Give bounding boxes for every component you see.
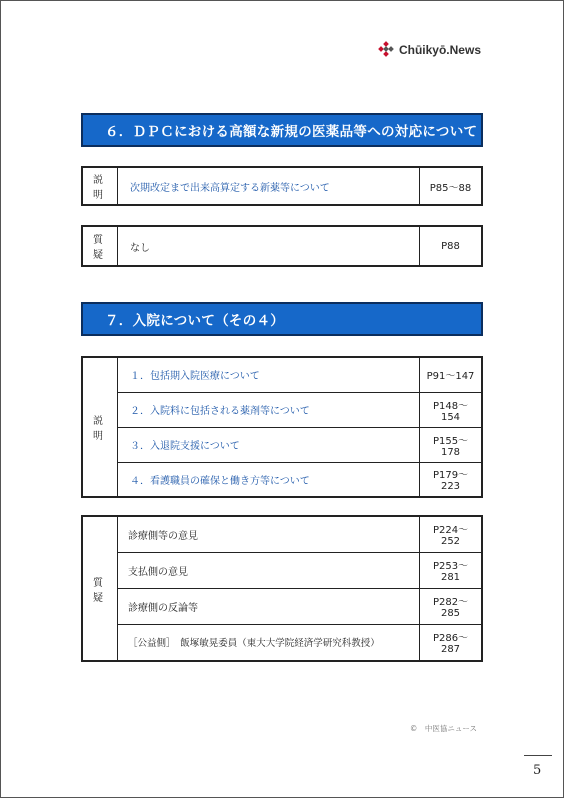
list-item: 支払側の意見 — [118, 552, 420, 588]
page-reference: P85～88 — [420, 167, 483, 205]
page-reference: P282～285 — [420, 588, 483, 624]
table-row — [82, 624, 482, 661]
table-row — [82, 462, 482, 497]
page-reference: P88 — [420, 226, 483, 266]
table-row — [82, 357, 482, 392]
section-7-question-table — [81, 515, 483, 662]
page-reference: P155～178 — [420, 427, 483, 462]
explanation-text: 次期改定まで出来高算定する新薬等について — [118, 167, 420, 205]
page-reference: P91～147 — [420, 357, 483, 392]
list-item: ２．入院料に包括される薬剤等について — [118, 392, 420, 427]
chuikyo-news-logo — [377, 41, 481, 59]
question-label: 質 疑 — [82, 226, 118, 266]
section-7-title: ７．入院について（その４） — [105, 313, 285, 329]
explanation-label: 説 明 — [82, 167, 118, 205]
section-7-explanation-table — [81, 356, 483, 498]
explanation-label: 説 明 — [82, 357, 118, 497]
logo-text: Chūikyō.News — [398, 43, 481, 57]
table-row — [82, 226, 482, 266]
question-text: なし — [118, 226, 420, 266]
table-row — [82, 427, 482, 462]
table-row — [82, 167, 482, 205]
section-7-header — [81, 302, 483, 336]
list-item: 診療側の反論等 — [118, 588, 420, 624]
section-6-title: ６．ＤＰＣにおける高額な新規の医薬品等への対応について — [105, 124, 478, 140]
logo-diamond-icon — [377, 41, 395, 59]
copyright-notice: © 中医協ニュース — [409, 724, 477, 733]
section-6-explanation-table — [81, 166, 483, 206]
list-item: １．包括期入院医療について — [118, 357, 420, 392]
page-reference: P224～252 — [420, 516, 483, 552]
page-number: 5 — [533, 763, 542, 778]
section-6-question-table — [81, 225, 483, 267]
list-item: ３．入退院支援について — [118, 427, 420, 462]
table-row — [82, 516, 482, 552]
page-reference: P286～287 — [420, 624, 483, 661]
table-row — [82, 552, 482, 588]
footer-divider — [524, 755, 552, 756]
question-label: 質 疑 — [82, 516, 118, 661]
section-6-header — [81, 113, 483, 147]
page-reference: P148～154 — [420, 392, 483, 427]
table-row — [82, 392, 482, 427]
table-row — [82, 588, 482, 624]
page-reference: P179～223 — [420, 462, 483, 497]
list-item: ４．看護職員の確保と働き方等について — [118, 462, 420, 497]
page-reference: P253～281 — [420, 552, 483, 588]
list-item: ［公益側］ 飯塚敏晃委員（東大大学院経済学研究科教授） — [118, 624, 420, 661]
list-item: 診療側等の意見 — [118, 516, 420, 552]
